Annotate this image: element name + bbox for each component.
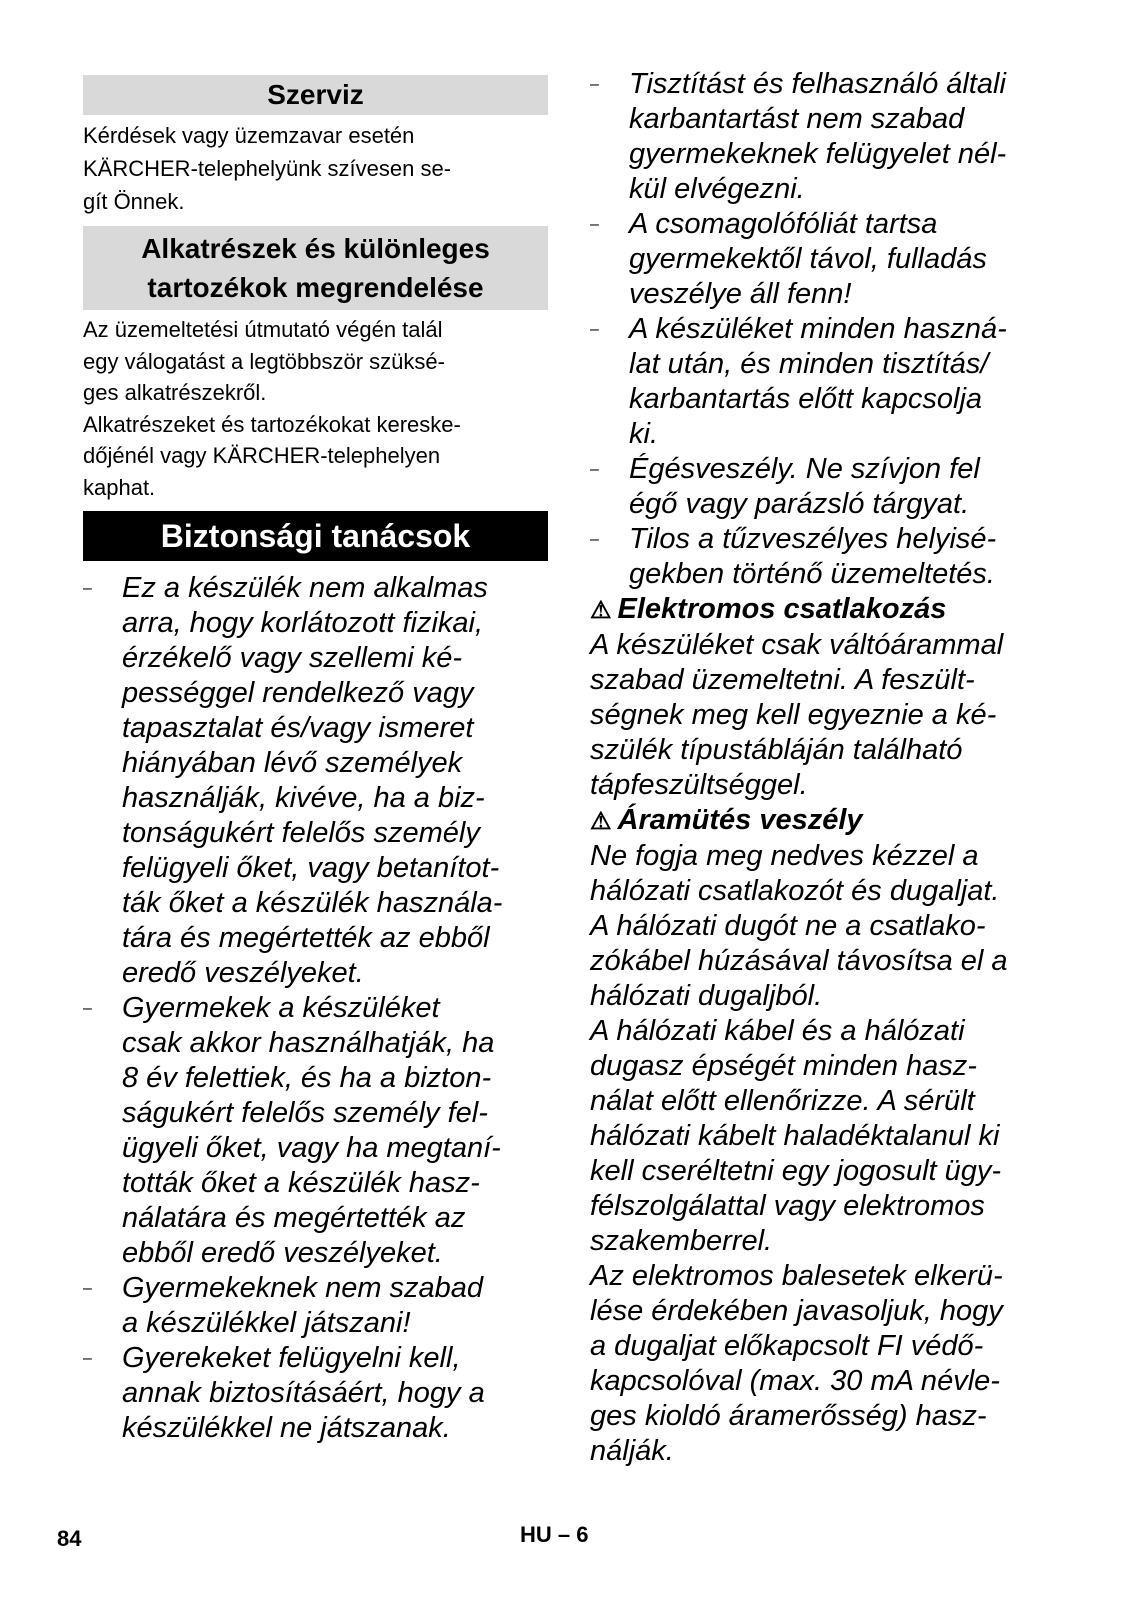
safety-list-continued <box>590 67 1060 592</box>
list-item: – Tilos a tűzveszélyes helyisé- gekben történő üzemeltetés. <box>590 523 997 590</box>
warning-triangle-icon: ⚠ <box>590 597 612 624</box>
left-column <box>83 75 548 1446</box>
dash-marker: – <box>590 461 599 478</box>
section-label: HU – 6 <box>520 1522 589 1547</box>
list-item: – Gyerekeket felügyelni kell, annak biztosításáért, hogy a készülékkel ne játszanak. <box>83 1342 485 1444</box>
list-item: – A csomagolófóliát tartsa gyermekektől távol, fulladás veszélye áll fenn! <box>590 208 987 310</box>
dash-marker: – <box>83 1280 92 1297</box>
list-item: – A készüléket minden haszná- lat után, és minden tisztítás/ karbantartás előtt kapcsolja ki. <box>590 313 1007 450</box>
electric-shock-heading: ⚠ Áramütés veszély <box>590 804 863 836</box>
safety-heading: Biztonsági tanácsok <box>83 511 548 561</box>
warning-triangle-icon: ⚠ <box>590 808 612 835</box>
shock-paragraph: Az elektromos balesetek elkerü- lése érdekében javasoljuk, hogy a dugaljat előkapcsolt FI védő- kapcsolóval (max. 30 mA névle- ges kioldó áramerősség) hasz- nálják. <box>590 1260 1003 1467</box>
dash-marker: – <box>590 321 599 338</box>
list-item: – Gyermekek a készüléket csak akkor használhatják, ha 8 év felettiek, és ha a bizton- ságukért felelős személy fel- ügyeli őket, vagy ha megtaní- tották őket a készülék hasz- nálatára és megértették az ebből eredő veszélyeket. <box>83 992 501 1269</box>
dash-marker: – <box>83 1000 92 1017</box>
safety-list <box>83 571 548 1446</box>
shock-paragraph: Ne fogja meg nedves kézzel a hálózati csatlakozót és dugaljat. <box>590 840 1000 907</box>
service-text: Kérdések vagy üzemzavar esetén KÄRCHER-telephelyünk szívesen se- gít Önnek. <box>83 123 452 214</box>
dash-marker: – <box>590 216 599 233</box>
list-item: – Ez a készülék nem alkalmas arra, hogy korlátozott fizikai, érzékelő vagy szellemi ké- pességgel rendelkező vagy tapasztalat és/vagy ismeret hiányában lévő személyek használják, kivéve, ha a biz- tonságukért felelős személy felügyeli őket, vagy betanítot- ták őket a készülék használa- tára és megértették az ebből eredő veszélyeket. <box>83 572 503 989</box>
list-item: – Égésveszély. Ne szívjon fel égő vagy parázsló tárgyat. <box>590 453 980 520</box>
electric-connection-heading: ⚠ Elektromos csatlakozás <box>590 593 947 625</box>
shock-paragraph: A hálózati kábel és a hálózati dugasz épségét minden hasz- nálat előtt ellenőrizze. A sérült hálózati kábelt haladéktalanul ki kell cseréltetni egy jogosult ügy- félszolgálattal vagy elektromos szakemberrel. <box>590 1015 1002 1257</box>
dash-marker: – <box>83 580 92 597</box>
electric-connection-text: A készüléket csak váltóárammal szabad üzemeltetni. A feszült- ségnek meg kell egyeznie a ké- szülék típustábláján található tápfeszültséggel. <box>590 629 1004 801</box>
list-item: – Tisztítást és felhasználó általi karbantartást nem szabad gyermekeknek felügyelet nél- kül elvégezni. <box>590 68 1007 205</box>
service-heading: Szerviz <box>83 75 548 115</box>
parts-text: Az üzemeltetési útmutató végén talál egy válogatást a legtöbbször szüksé- ges alkatrészekről. Alkatrészeket és tartozékokat kereske- dőjénél vagy KÄRCHER-telephelyen kaphat. <box>83 317 461 500</box>
shock-paragraph: A hálózati dugót ne a csatlako- zókábel húzásával távosítsa el a hálózati dugaljból. <box>590 910 1008 1012</box>
parts-heading: Alkatrészek és különleges tartozékok megrendelése <box>83 226 548 310</box>
list-item: – Gyermekeknek nem szabad a készülékkel játszani! <box>83 1272 484 1339</box>
dash-marker: – <box>83 1350 92 1367</box>
dash-marker: – <box>590 531 599 548</box>
right-column <box>590 67 1060 1469</box>
dash-marker: – <box>590 76 599 93</box>
page-number: 84 <box>57 1526 82 1551</box>
